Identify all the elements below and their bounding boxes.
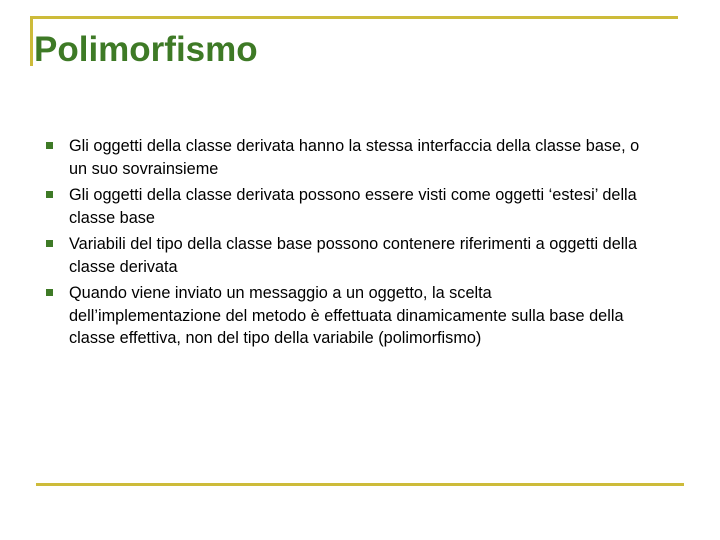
top-frame-line (30, 16, 678, 19)
bullet-text: Gli oggetti della classe derivata possono essere visti come oggetti ‘estesi’ della classe base (69, 186, 637, 227)
left-frame-line (30, 16, 33, 66)
bullet-item (46, 282, 646, 350)
bottom-frame-line (36, 483, 684, 486)
bullet-list (46, 135, 646, 354)
square-bullet-icon (46, 142, 53, 149)
bullet-text: Variabili del tipo della classe base possono contenere riferimenti a oggetti della classe derivata (69, 235, 638, 276)
square-bullet-icon (46, 240, 53, 247)
bullet-text: Quando viene inviato un messaggio a un oggetto, la scelta dell’implementazione del metodo è effettuata dinamicamente sulla base della classe effettiva, non del tipo della variabile (polimorfismo) (69, 284, 624, 347)
square-bullet-icon (46, 289, 53, 296)
bullet-item (46, 233, 646, 278)
bullet-item (46, 135, 646, 180)
square-bullet-icon (46, 191, 53, 198)
slide-title: Polimorfismo (34, 30, 258, 69)
bullet-item (46, 184, 646, 229)
bullet-text: Gli oggetti della classe derivata hanno la stessa interfaccia della classe base, o un suo sovrainsieme (69, 137, 640, 178)
